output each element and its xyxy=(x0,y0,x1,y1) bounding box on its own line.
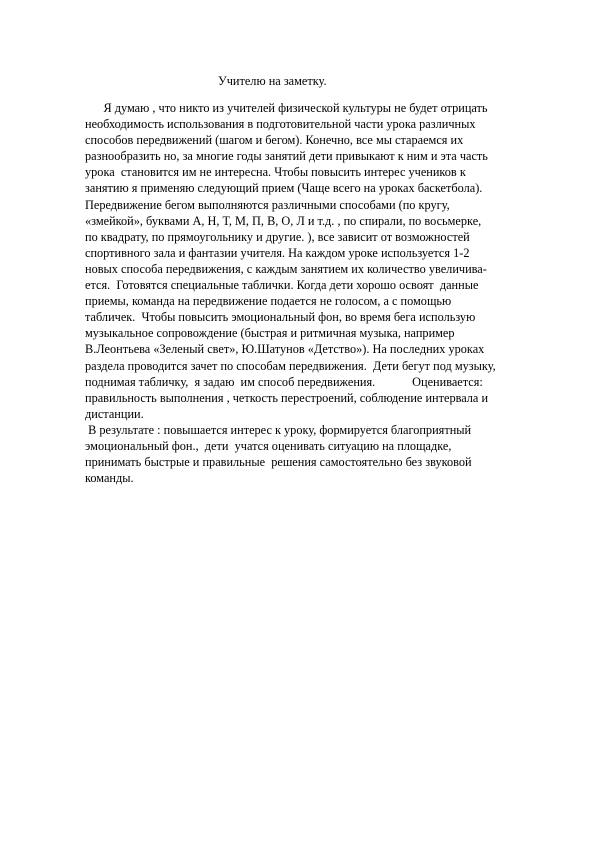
body-line: принимать быстрые и правильные решения самостоятельно без звуковой xyxy=(85,455,472,470)
body-line: необходимость использования в подготовительной части урока различных xyxy=(85,117,476,132)
body-line: занятию я применяю следующий прием (Чаще всего на уроках баскетбола). xyxy=(85,181,483,196)
body-line: урока становится им не интересна. Чтобы повысить интерес учеников к xyxy=(85,165,466,180)
body-line: табличек. Чтобы повысить эмоциональный фон, во время бега использую xyxy=(85,310,476,325)
body-line: спортивного зала и фантазии учителя. На каждом уроке используется 1-2 xyxy=(85,245,470,260)
body-line: способов передвижений (шагом и бегом). Конечно, все мы стараемся их xyxy=(85,133,464,148)
body-line: В.Леонтьева «Зеленый свет», Ю.Шатунов «Детство»). На последних уроках xyxy=(85,342,485,357)
body-line: правильность выполнения , четкость перестроений, соблюдение интервала и xyxy=(85,390,489,405)
body-line: команды. xyxy=(85,471,134,486)
document-title: Учителю на заметку. xyxy=(218,74,327,88)
body-line: раздела проводится зачет по способам передвижения. Дети бегут под музыку, xyxy=(85,358,496,373)
body-line: музыкальное сопровождение (быстрая и ритмичная музыка, например xyxy=(85,326,455,341)
body-line: поднимая табличку, я задаю им способ передвижения. Оценивается: xyxy=(85,374,483,389)
body-line: новых способа передвижения, с каждым занятием их количество увеличива- xyxy=(85,261,487,276)
body-line: В результате : повышается интерес к уроку, формируется благоприятный xyxy=(85,422,472,437)
document-body xyxy=(85,100,555,486)
body-line: разнообразить но, за многие годы занятий дети привыкают к ним и эта часть xyxy=(85,149,488,164)
body-line: «змейкой», буквами А, Н, Т, М, П, В, О, Л и т.д. , по спирали, по восьмерке, xyxy=(85,213,482,228)
body-line: Передвижение бегом выполняются различными способами (по кругу, xyxy=(85,197,450,212)
body-line: эмоциональный фон., дети учатся оценивать ситуацию на площадке, xyxy=(85,438,452,453)
body-line: ется. Готовятся специальные таблички. Когда дети хорошо освоят данные xyxy=(85,278,479,293)
body-line: приемы, команда на передвижение подается не голосом, а с помощью xyxy=(85,294,452,309)
body-line: дистанции. xyxy=(85,406,144,421)
body-line: Я думаю , что никто из учителей физической культуры не будет отрицать xyxy=(85,101,488,115)
body-line: по квадрату, по прямоугольнику и другие. ), все зависит от возможностей xyxy=(85,229,470,244)
